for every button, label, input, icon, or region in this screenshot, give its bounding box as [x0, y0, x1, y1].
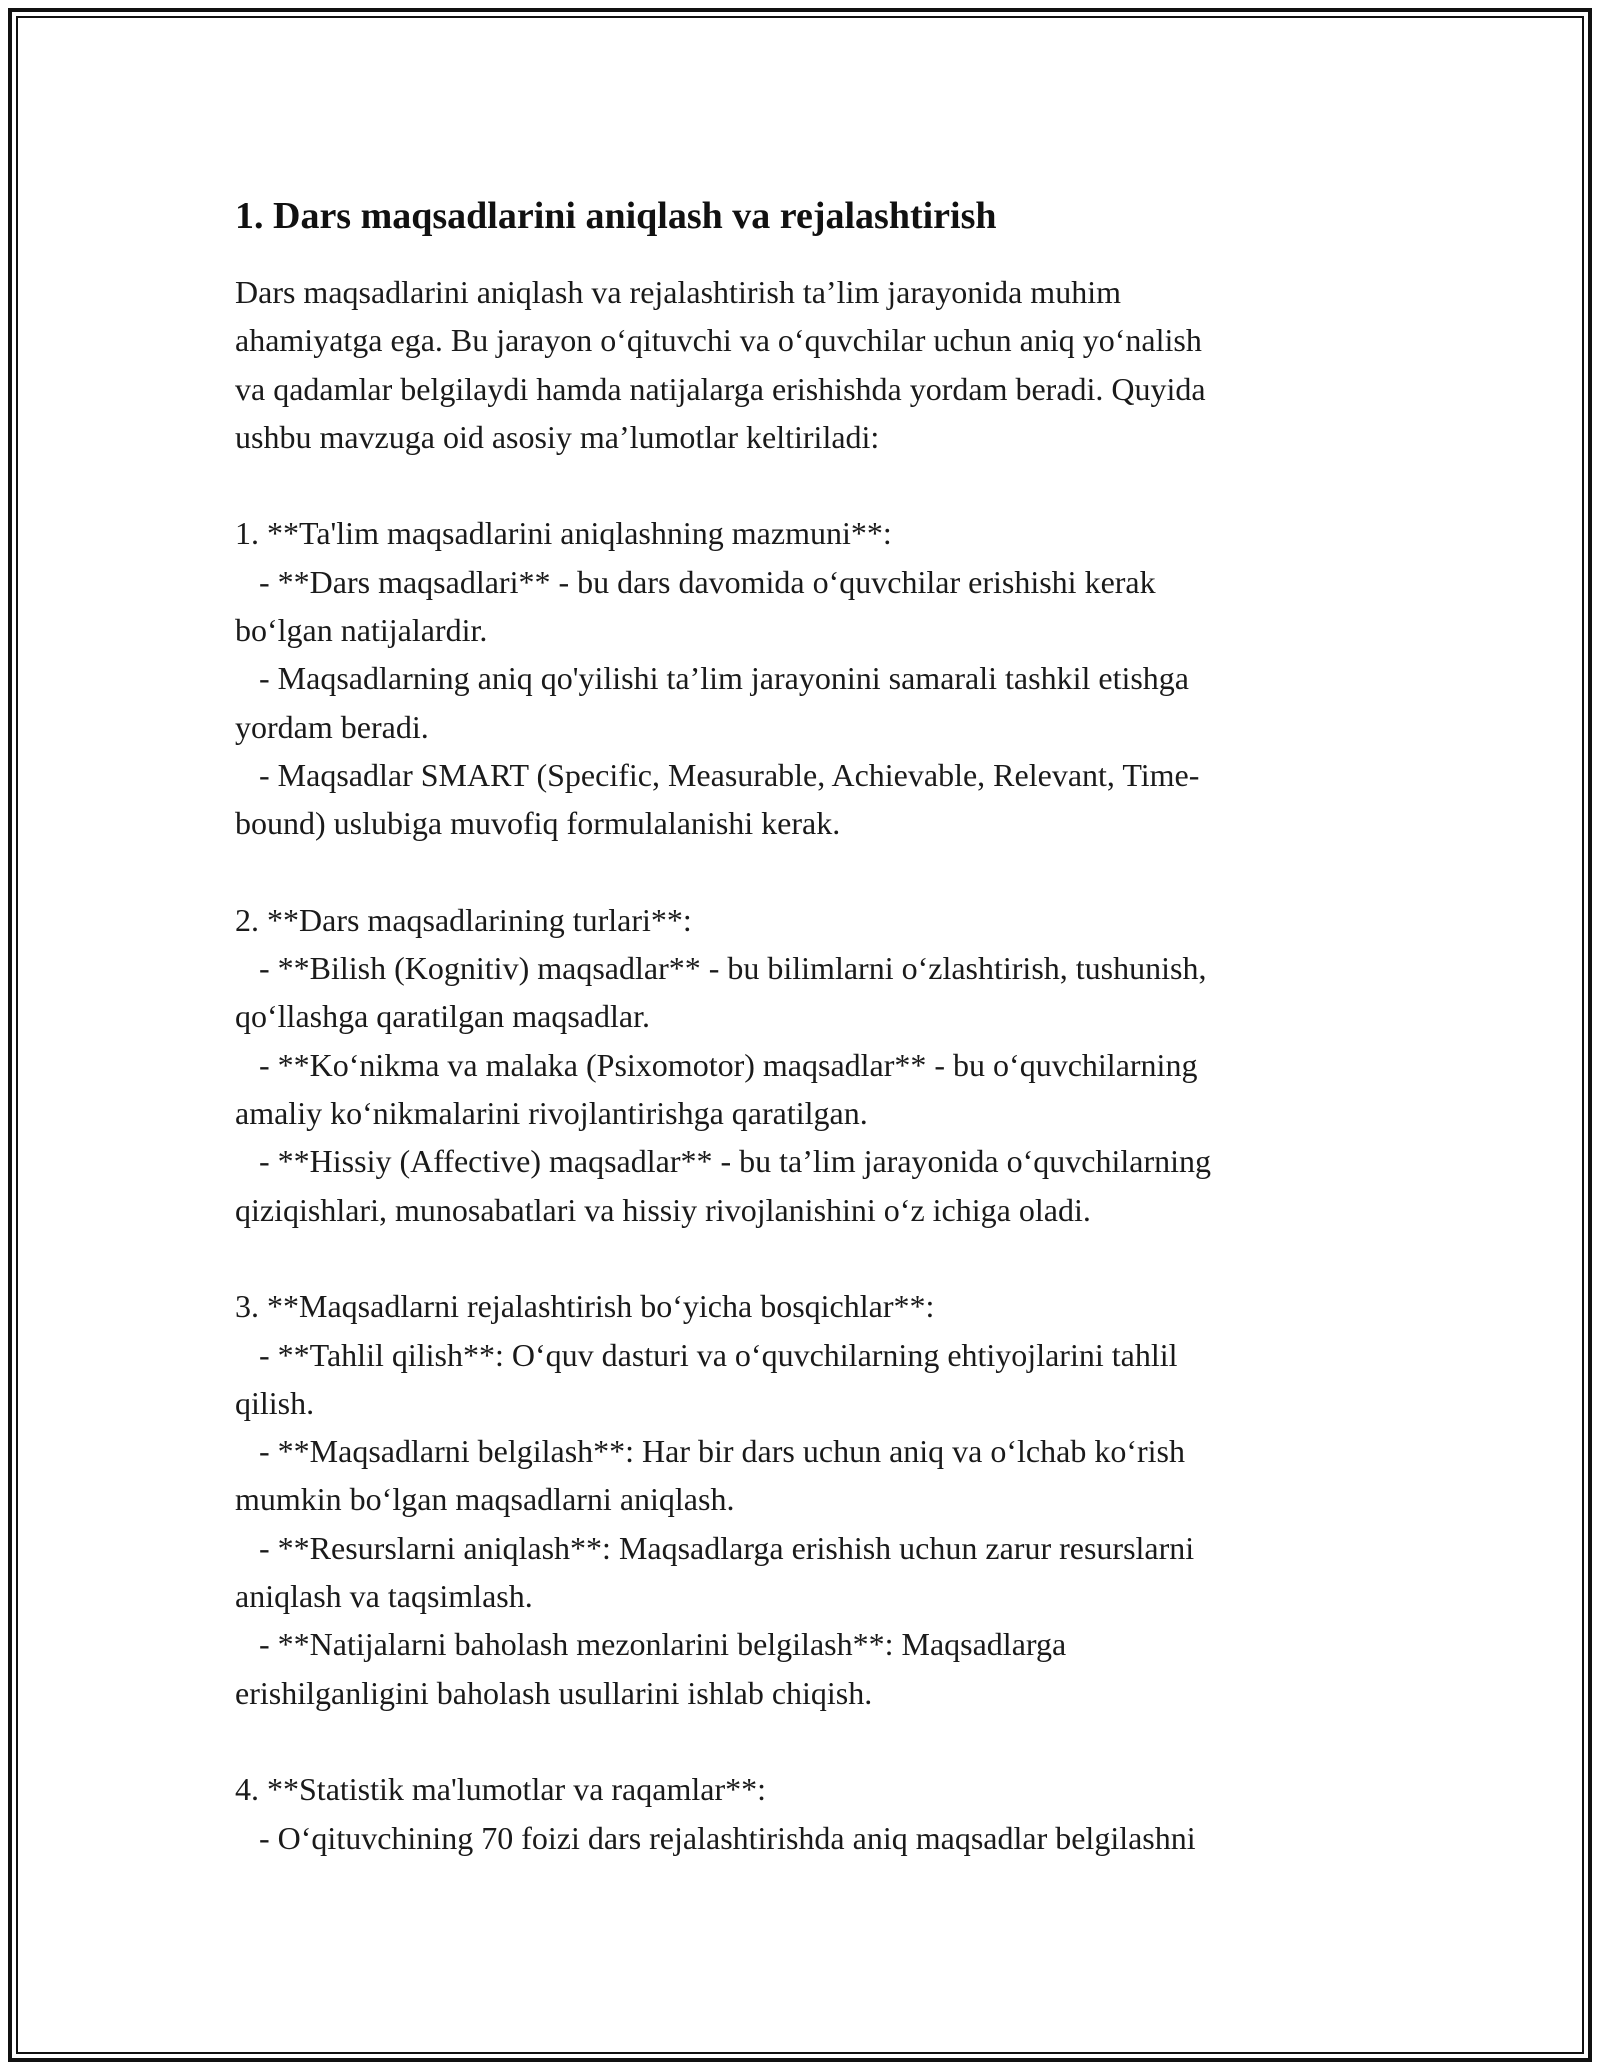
document-body: Dars maqsadlarini aniqlash va rejalashtirish ta’lim jarayonida muhim ahamiyatga ega. Bu jarayon o‘qituvchi va o‘quvchilar uchun aniq yo‘nalish va qadamlar belgilaydi hamda natijalarga erishishda yordam beradi. Quyida ushbu mavzuga oid asosiy ma’lumotlar keltiriladi: 1. **Ta'lim maqsadlarini aniqlashning mazmuni**: - **Dars maqsadlari** - bu dars davomida o‘quvchilar erishishi kerak bo‘lgan natijalardir. - Maqsadlarning aniq qo'yilishi ta’lim jarayonini samarali tashkil etishga yordam beradi. - Maqsadlar SMART (Specific, Measurable, Achievable, Relevant, Time- bound) uslubiga muvofiq formulalanishi kerak. 2. **Dars maqsadlarining turlari**: - **Bilish (Kognitiv) maqsadlar** - bu bilimlarni o‘zlashtirish, tushunish, qo‘llashga qaratilgan maqsadlar. - **Ko‘nikma va malaka (Psixomotor) maqsadlar** - bu o‘quvchilarning amaliy ko‘nikmalarini rivojlantirishga qaratilgan. - **Hissiy (Affective) maqsadlar** - bu ta’lim jarayonida o‘quvchilarning qiziqishlari, munosabatlari va hissiy rivojlanishini o‘z ichiga oladi. 3. **Maqsadlarni rejalashtirish bo‘yicha bosqichlar**: - **Tahlil qilish**: O‘quv dasturi va o‘quvchilarning ehtiyojlarini tahlil qilish. - **Maqsadlarni belgilash**: Har bir dars uchun aniq va o‘lchab ko‘rish mumkin bo‘lgan maqsadlarni aniqlash. - **Resurslarni aniqlash**: Maqsadlarga erishish uchun zarur resurslarni aniqlash va taqsimlash. - **Natijalarni baholash mezonlarini belgilash**: Maqsadlarga erishilganligini baholash usullarini ishlab chiqish. 4. **Statistik ma'lumotlar va raqamlar**: - O‘qituvchining 70 foizi dars rejalashtirishda aniq maqsadlar belgilashni: [235, 274, 1212, 1856]
document-title: 1. Dars maqsadlarini aniqlash va rejalashtirish: [235, 195, 997, 237]
document-content: [235, 190, 1365, 1862]
